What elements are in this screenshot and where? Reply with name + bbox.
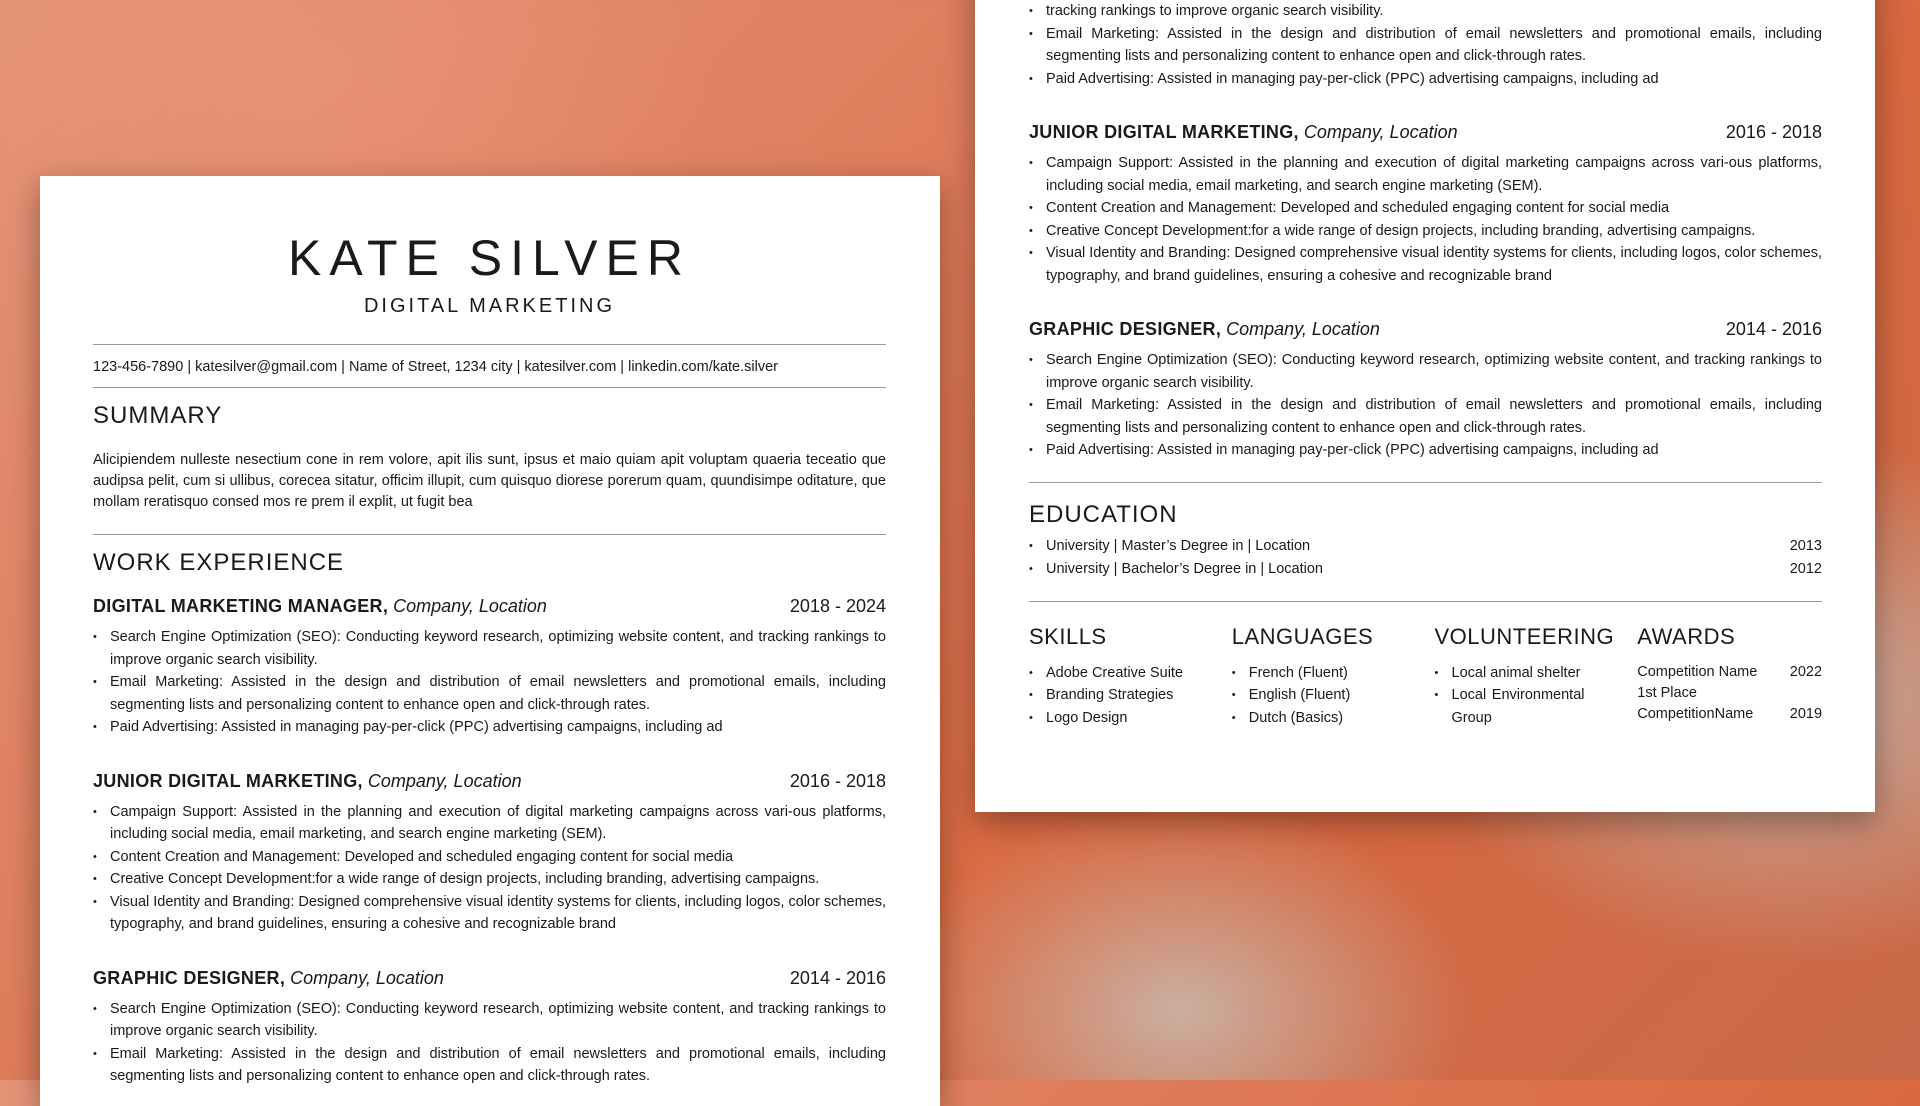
resume-page-2 — [975, 0, 1875, 812]
bottom-sections — [1029, 624, 1822, 730]
volunteering-heading: VOLUNTEERING — [1434, 623, 1615, 649]
volunteering-section — [1435, 624, 1638, 730]
education-item — [1029, 558, 1822, 581]
job-entry — [93, 770, 886, 936]
job-dates: 2016 - 2018 — [789, 770, 886, 791]
job-header — [93, 595, 886, 617]
award-name: 1st Place — [1637, 684, 1697, 701]
job-entry — [93, 967, 886, 1088]
contact-line: 123-456-7890 | katesilver@gmail.com | Name of Street, 1234 city | katesilver.com | linkedin.com/kate.silver — [93, 359, 778, 375]
list-item: • Local animal shelter — [1435, 662, 1585, 685]
divider — [93, 387, 886, 388]
job-company: Company, Location — [393, 596, 547, 616]
list-item: • Search Engine Optimization (SEO): Conducting keyword research, optimizing website content, and tracking rankings to improve organic search visibility. — [93, 998, 886, 1043]
job-bullets — [93, 998, 886, 1088]
job-dates: 2016 - 2018 — [1725, 122, 1822, 142]
list-item: • Search Engine Optimization (SEO): Conducting keyword research, optimizing website content, and tracking rankings to improve organic search visibility. — [93, 626, 886, 671]
list-item: • Content Creation and Management: Developed and scheduled engaging content for social media — [1029, 197, 1822, 220]
education-list — [1029, 535, 1822, 581]
job-entry — [93, 595, 886, 739]
award-name: Competition Name — [1637, 663, 1758, 680]
divider — [1029, 482, 1822, 483]
resume-page-1 — [40, 176, 940, 1106]
list-item: • Visual Identity and Branding: Designed comprehensive visual identity systems for clients, including logos, color schemes, typography, and brand guidelines, ensuring a cohesive and recognizable brand — [93, 891, 886, 936]
list-item: • tracking rankings to improve organic search visibility. — [1029, 0, 1822, 23]
award-item — [1637, 704, 1822, 725]
job-title: JUNIOR DIGITAL MARKETING, — [93, 770, 363, 791]
work-experience-heading: WORK EXPERIENCE — [93, 549, 345, 576]
skills-list — [1029, 662, 1232, 730]
job-dates: 2014 - 2016 — [1725, 319, 1822, 339]
education-heading: EDUCATION — [1029, 500, 1178, 528]
job-company: Company, Location — [1303, 122, 1458, 142]
job-bullets — [1029, 152, 1822, 287]
job-bullets-continued — [1029, 0, 1822, 90]
summary-text: Alicipiendem nulleste nesectium cone in rem volore, apit ilis sunt, ipsus et maio quiam apit voluptam quaeria teceatio que audipsa pelit, cum si ullibus, corecea sitatur, officim illupit, cum quisquo diorese porerum quam, quundisimpe oditature, que mollam reratisquo consed mos re prem il explit, ut fugit bea — [93, 452, 886, 510]
volunteering-list — [1435, 662, 1585, 730]
awards-heading: AWARDS — [1637, 623, 1736, 649]
list-item: • Branding Strategies — [1029, 684, 1232, 707]
list-item: • Local Environmental Group — [1435, 684, 1585, 729]
job-entry — [1029, 318, 1822, 462]
list-item: • Adobe Creative Suite — [1029, 662, 1232, 685]
list-item: • Campaign Support: Assisted in the planning and execution of digital marketing campaigns across vari-ous platforms, including social media, email marketing, and search engine marketing (SEM). — [93, 801, 886, 846]
list-item: • Dutch (Basics) — [1232, 707, 1435, 730]
job-bullets — [93, 626, 886, 739]
job-entry — [1029, 121, 1822, 287]
divider — [93, 534, 886, 535]
skills-heading: SKILLS — [1029, 623, 1107, 649]
award-year: 2022 — [1789, 663, 1823, 680]
candidate-role: DIGITAL MARKETING — [363, 295, 616, 317]
list-item: • Creative Concept Development:for a wide range of design projects, including branding, advertising campaigns. — [93, 868, 886, 891]
languages-list — [1232, 662, 1435, 730]
languages-section — [1232, 624, 1435, 730]
job-bullets — [1029, 349, 1822, 462]
list-item: • Email Marketing: Assisted in the design and distribution of email newsletters and promotional emails, including segmenting lists and personalizing content to enhance open and click-through rates. — [93, 671, 886, 716]
job-company: Company, Location — [367, 770, 522, 791]
list-item: • Search Engine Optimization (SEO): Conducting keyword research, optimizing website content, and tracking rankings to improve organic search visibility. — [1029, 349, 1822, 394]
job-bullets — [93, 801, 886, 936]
divider — [1029, 601, 1822, 602]
list-item: • French (Fluent) — [1232, 662, 1435, 685]
list-item: • Content Creation and Management: Developed and scheduled engaging content for social media — [93, 846, 886, 869]
list-item: • English (Fluent) — [1232, 684, 1435, 707]
candidate-name: KATE SILVER — [288, 230, 691, 286]
list-item: • Email Marketing: Assisted in the design and distribution of email newsletters and promotional emails, including segmenting lists and personalizing content to enhance open and click-through rates. — [1029, 394, 1822, 439]
award-name: CompetitionName — [1637, 705, 1754, 722]
list-item: • Visual Identity and Branding: Designed comprehensive visual identity systems for clients, including logos, color schemes, typography, and brand guidelines, ensuring a cohesive and recognizable brand — [1029, 242, 1822, 287]
job-company: Company, Location — [1226, 319, 1380, 339]
job-dates: 2018 - 2024 — [789, 596, 886, 616]
award-item — [1637, 662, 1822, 683]
list-item: • Email Marketing: Assisted in the design and distribution of email newsletters and promotional emails, including segmenting lists and personalizing content to enhance open and click-through rates. — [1029, 23, 1822, 68]
skills-section — [1029, 624, 1232, 730]
awards-section — [1637, 624, 1822, 730]
education-text: • University | Master’s Degree in | Location — [1029, 535, 1310, 558]
list-item: • Paid Advertising: Assisted in managing pay-per-click (PPC) advertising campaigns, including ad — [93, 716, 886, 739]
list-item: • Creative Concept Development:for a wide range of design projects, including branding, advertising campaigns. — [1029, 220, 1822, 243]
education-text: • University | Bachelor’s Degree in | Location — [1029, 558, 1323, 581]
job-header — [93, 770, 886, 792]
job-header — [93, 967, 886, 989]
job-title: DIGITAL MARKETING MANAGER, — [93, 596, 389, 616]
award-item — [1637, 683, 1822, 704]
summary-heading: SUMMARY — [93, 402, 223, 429]
education-item — [1029, 535, 1822, 558]
list-item: • Campaign Support: Assisted in the planning and execution of digital marketing campaigns across vari-ous platforms, including social media, email marketing, and search engine marketing (SEM). — [1029, 152, 1822, 197]
job-header — [1029, 121, 1822, 143]
job-title: GRAPHIC DESIGNER, — [93, 967, 286, 988]
languages-heading: LANGUAGES — [1231, 623, 1374, 649]
education-year: 2013 — [1789, 537, 1822, 554]
list-item: • Paid Advertising: Assisted in managing pay-per-click (PPC) advertising campaigns, including ad — [1029, 439, 1822, 462]
list-item: • Logo Design — [1029, 707, 1232, 730]
job-header — [1029, 318, 1822, 340]
job-dates: 2014 - 2016 — [789, 967, 886, 988]
job-title: JUNIOR DIGITAL MARKETING, — [1029, 122, 1299, 142]
job-title: GRAPHIC DESIGNER, — [1029, 319, 1222, 339]
list-item: • Paid Advertising: Assisted in managing pay-per-click (PPC) advertising campaigns, including ad — [1029, 68, 1822, 91]
education-year: 2012 — [1789, 560, 1822, 577]
award-year: 2019 — [1789, 705, 1823, 722]
job-company: Company, Location — [290, 967, 444, 988]
list-item: • Email Marketing: Assisted in the design and distribution of email newsletters and promotional emails, including segmenting lists and personalizing content to enhance open and click-through rates. — [93, 1043, 886, 1088]
